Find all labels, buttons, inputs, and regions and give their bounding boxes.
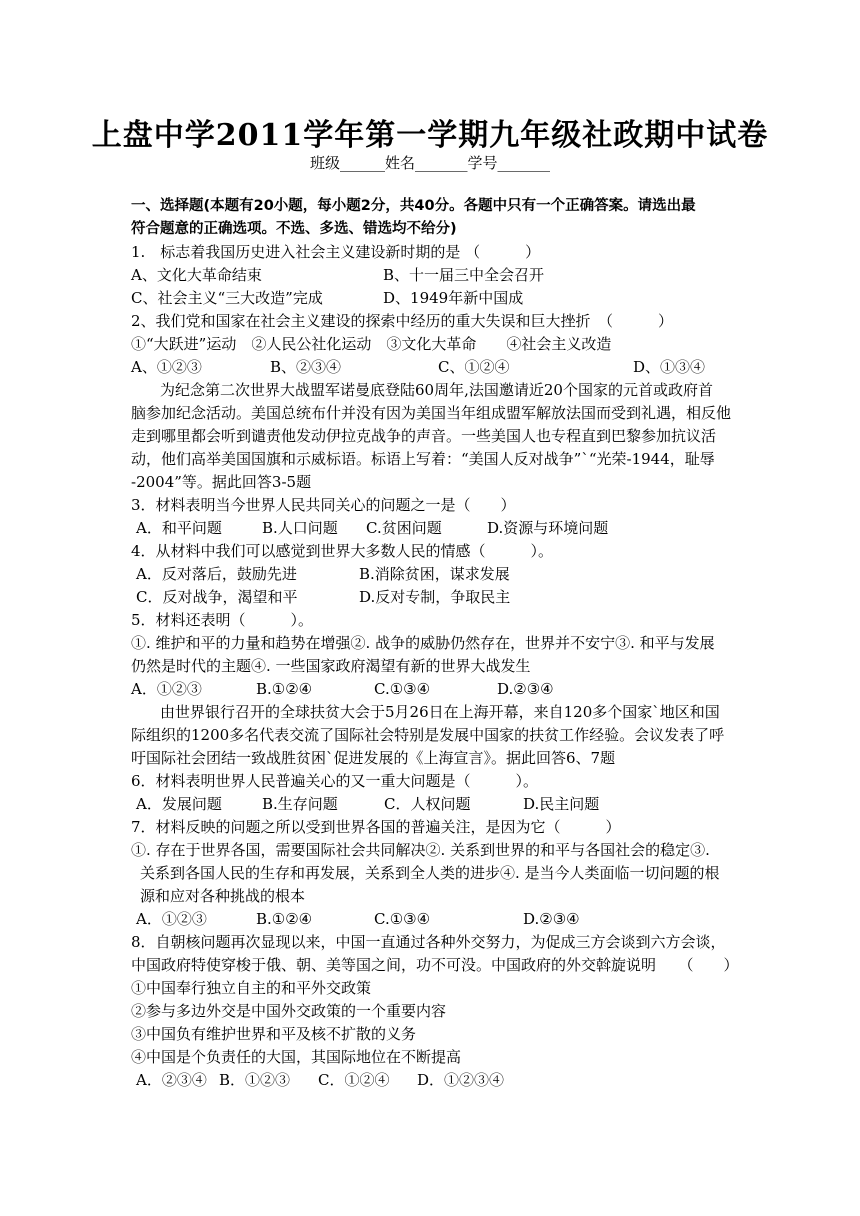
q1-option-c: C、社会主义“三大改造”完成: [131, 289, 323, 307]
q8-item: ①中国奉行独立自主的和平外交政策: [131, 979, 372, 997]
q8-option-b: B．①②③: [219, 1071, 291, 1089]
q4-option-c: C．反对战争，渴望和平: [136, 588, 298, 606]
q7-stem: 7．材料反映的问题之所以受到世界各国的普遍关注，是因为它（ ）: [131, 818, 621, 836]
q7-items: 关系到各国人民的生存和再发展，关系到全人类的进步④. 是当今人类面临一切问题的根: [140, 864, 720, 882]
q2-option-d: D、①③④: [633, 358, 706, 376]
passage2-line: 际组织的1200多名代表交流了国际社会特别是发展中国家的扶贫工作经验。会议发表了呼: [131, 726, 725, 744]
q8-option-c: C．①②④: [318, 1071, 390, 1089]
passage1-line: 脑参加纪念活动。美国总统布什并没有因为美国当年组成盟军解放法国而受到礼遇，相反他: [131, 404, 732, 422]
q8-stem: 中国政府特使穿梭于俄、朝、美等国之间，功不可没。中国政府的外交斡旋说明 （ ）: [131, 956, 739, 974]
q7-option-b: B.①②④: [256, 910, 313, 928]
section-heading-line-1: 一、选择题(本题有20小题，每小题2分，共40分。各题中只有一个正确答案。请选出最: [131, 198, 696, 214]
q4-option-a: A．反对落后，鼓励先进: [136, 565, 297, 583]
q2-option-a: A、①②③: [131, 358, 202, 376]
q2-option-c: C、①②④: [438, 358, 510, 376]
q2-items: ①“大跃进”运动 ②人民公社化运动 ③文化大革命 ④社会主义改造: [131, 335, 612, 353]
q1-option-a: A、文化大革命结束: [131, 266, 262, 284]
q8-item: ④中国是个负责任的大国，其国际地位在不断提高: [131, 1048, 462, 1066]
q3-option-a: A．和平问题: [136, 519, 222, 537]
q7-option-c: C.①③④: [374, 910, 431, 928]
q3-option-b: B.人口问题: [262, 519, 338, 537]
q2-option-b: B、②③④: [270, 358, 342, 376]
section-heading-line-2: 符合题意的正确选项。不选、多选、错选均不给分): [131, 221, 457, 237]
q6-option-c: C．人权问题: [384, 795, 471, 813]
q5-option-b: B.①②④: [256, 680, 313, 698]
q5-option-d: D.②③④: [497, 680, 554, 698]
q7-items: 源和应对各种挑战的根本: [140, 887, 306, 905]
q8-option-d: D．①②③④: [417, 1071, 505, 1089]
q8-option-a: A．②③④: [136, 1071, 207, 1089]
q5-option-a: A．①②③: [131, 680, 202, 698]
q5-option-c: C.①③④: [374, 680, 431, 698]
student-info-line: 班级______姓名_______学号_______: [309, 154, 550, 172]
passage1-line: 为纪念第二次世界大战盟军诺曼底登陆60周年,法国邀请近20个国家的元首或政府首: [160, 381, 713, 399]
q6-option-d: D.民主问题: [523, 795, 600, 813]
q8-item: ②参与多边外交是中国外交政策的一个重要内容: [131, 1002, 447, 1020]
q5-items: 仍然是时代的主题④. 一些国家政府渴望有新的世界大战发生: [131, 657, 531, 675]
q8-item: ③中国负有维护世界和平及核不扩散的义务: [131, 1025, 417, 1043]
q3-option-c: C.贫困问题: [366, 519, 442, 537]
q7-option-d: D.②③④: [523, 910, 580, 928]
q6-stem: 6．材料表明世界人民普遍关心的又一重大问题是（ ）。: [131, 772, 539, 790]
q6-option-a: A．发展问题: [136, 795, 222, 813]
q5-stem: 5．材料还表明（ ）。: [131, 611, 314, 629]
passage1-line: 动，他们高举美国国旗和示威标语。标语上写着：“美国人反对战争”`“光荣-1944，耻辱: [131, 450, 715, 468]
q8-stem: 8．自朝核问题再次显现以来，中国一直通过各种外交努力，为促成三方会谈到六方会谈，: [131, 933, 726, 951]
q7-items: ①. 存在于世界各国，需要国际社会共同解决②. 关系到世界的和平与各国社会的稳定③.: [131, 841, 710, 859]
passage1-line: -2004”等。据此回答3-5题: [131, 473, 312, 491]
q1-stem: 1. 标志着我国历史进入社会主义建设新时期的是 （ ）: [131, 243, 541, 261]
q3-option-d: D.资源与环境问题: [487, 519, 609, 537]
q2-stem: 2、我们党和国家在社会主义建设的探索中经历的重大失误和巨大挫折 （ ）: [131, 312, 674, 330]
q6-option-b: B.生存问题: [262, 795, 338, 813]
q4-option-b: B.消除贫困，谋求发展: [359, 565, 510, 583]
q4-option-d: D.反对专制，争取民主: [359, 588, 511, 606]
q3-stem: 3．材料表明当今世界人民共同关心的问题之一是（ ）: [131, 496, 516, 514]
q5-items: ①. 维护和平的力量和趋势在增强②. 战争的威胁仍然存在，世界并不安宁③. 和平与发展: [131, 634, 715, 652]
q1-option-d: D、1949年新中国成: [383, 289, 524, 307]
page-title: 上盘中学2011学年第一学期九年级社政期中试卷: [91, 118, 769, 153]
passage2-line: 由世界银行召开的全球扶贫大会于5月26日在上海开幕，来自120多个国家`地区和国: [160, 703, 720, 721]
q4-stem: 4．从材料中我们可以感觉到世界大多数人民的情感（ ）。: [131, 542, 554, 560]
passage1-line: 走到哪里都会听到谴责他发动伊拉克战争的声音。一些美国人也专程直到巴黎参加抗议活: [131, 427, 717, 445]
q1-option-b: B、十一届三中全会召开: [383, 266, 545, 284]
q7-option-a: A．①②③: [136, 910, 207, 928]
passage2-line: 吁国际社会团结一致战胜贫困`促进发展的《上海宣言》。据此回答6、7题: [131, 749, 616, 767]
